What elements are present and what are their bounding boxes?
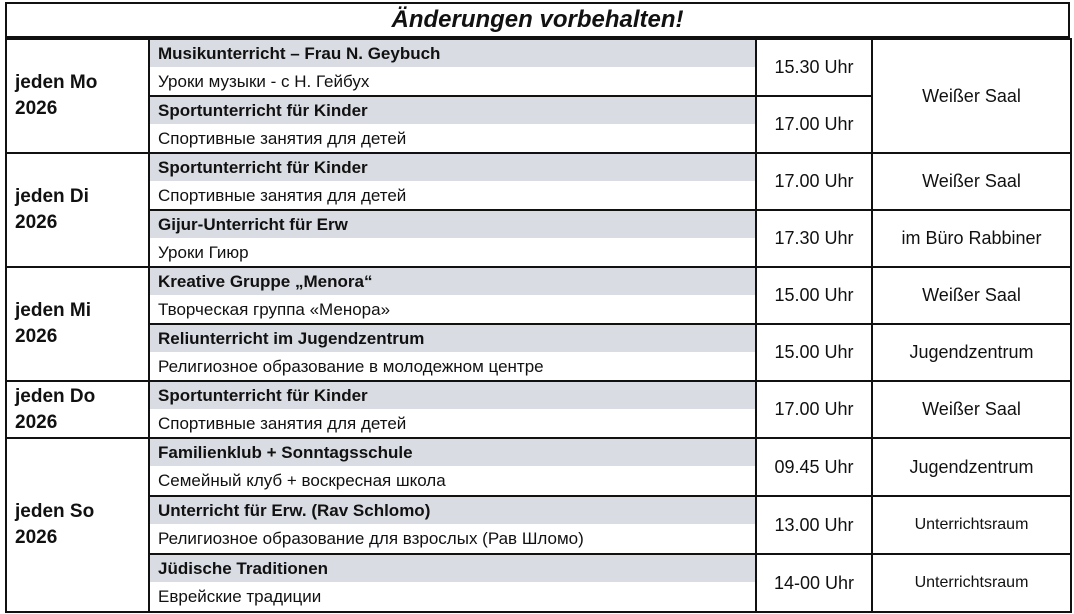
course-cell <box>149 554 756 612</box>
course-title-de: Jüdische Traditionen <box>150 555 755 582</box>
course-title-ru: Уроки Гиюр <box>158 243 249 262</box>
schedule-sheet <box>5 2 1070 609</box>
course-title-ru: Спортивные занятия для детей <box>158 186 407 205</box>
time-cell: 17.00 Uhr <box>756 381 872 438</box>
day-label: jeden So <box>15 501 95 522</box>
day-cell-do <box>6 381 149 438</box>
course-cell <box>149 210 756 267</box>
room-cell: Unterrichtsraum <box>872 496 1071 554</box>
room-cell: Jugendzentrum <box>872 438 1071 496</box>
course-title-ru: Еврейские традиции <box>158 587 322 606</box>
time-cell: 17.30 Uhr <box>756 210 872 267</box>
time-cell: 15.30 Uhr <box>756 39 872 96</box>
course-title-ru: Творческая группа «Менора» <box>158 300 391 319</box>
table-row <box>6 267 1071 324</box>
room-cell: Weißer Saal <box>872 381 1071 438</box>
time-cell: 09.45 Uhr <box>756 438 872 496</box>
course-cell <box>149 267 756 324</box>
table-row <box>6 496 1071 554</box>
day-year: 2026 <box>15 527 58 548</box>
day-cell-so <box>6 438 149 612</box>
day-label: jeden Mi <box>15 300 92 321</box>
time-cell: 13.00 Uhr <box>756 496 872 554</box>
schedule-title: Änderungen vorbehalten! <box>5 2 1070 38</box>
course-cell <box>149 381 756 438</box>
room-cell: Jugendzentrum <box>872 324 1071 381</box>
course-title-de: Sportunterricht für Kinder <box>150 97 755 124</box>
table-row <box>6 153 1071 210</box>
day-cell-mi <box>6 267 149 381</box>
table-row <box>6 39 1071 96</box>
course-title-ru: Спортивные занятия для детей <box>158 129 407 148</box>
course-title-de: Unterricht für Erw. (Rav Schlomo) <box>150 497 755 524</box>
course-cell <box>149 324 756 381</box>
room-cell: Weißer Saal <box>872 39 1071 153</box>
room-cell: Weißer Saal <box>872 153 1071 210</box>
course-title-de: Kreative Gruppe „Menora“ <box>150 268 755 295</box>
time-cell: 17.00 Uhr <box>756 153 872 210</box>
day-year: 2026 <box>15 98 58 119</box>
day-year: 2026 <box>15 326 58 347</box>
course-title-ru: Уроки музыки - с Н. Гейбух <box>158 72 370 91</box>
course-title-de: Musikunterricht – Frau N. Geybuch <box>150 40 755 67</box>
time-cell: 15.00 Uhr <box>756 267 872 324</box>
day-cell-mo <box>6 39 149 153</box>
course-title-de: Gijur-Unterricht für Erw <box>150 211 755 238</box>
course-cell <box>149 496 756 554</box>
table-row <box>6 210 1071 267</box>
course-title-ru: Спортивные занятия для детей <box>158 414 407 433</box>
course-cell <box>149 438 756 496</box>
day-year: 2026 <box>15 411 58 433</box>
room-cell: im Büro Rabbiner <box>872 210 1071 267</box>
room-cell: Weißer Saal <box>872 267 1071 324</box>
day-cell-di <box>6 153 149 267</box>
table-row <box>6 438 1071 496</box>
schedule-table <box>5 38 1072 613</box>
course-title-de: Reliunterricht im Jugendzentrum <box>150 325 755 352</box>
time-cell: 17.00 Uhr <box>756 96 872 153</box>
table-row <box>6 381 1071 438</box>
day-label: jeden Di <box>15 186 89 207</box>
time-cell: 14-00 Uhr <box>756 554 872 612</box>
table-row <box>6 324 1071 381</box>
course-title-ru: Религиозное образование для взрослых (Рав Шломо) <box>158 529 584 548</box>
course-title-de: Familienklub + Sonntagsschule <box>150 439 755 466</box>
day-label: jeden Mo <box>15 72 98 93</box>
day-year: 2026 <box>15 212 58 233</box>
course-title-ru: Религиозное образование в молодежном центре <box>158 357 544 376</box>
course-cell <box>149 39 756 96</box>
course-cell <box>149 96 756 153</box>
course-title-de: Sportunterricht für Kinder <box>150 382 755 409</box>
course-cell <box>149 153 756 210</box>
time-cell: 15.00 Uhr <box>756 324 872 381</box>
course-title-ru: Семейный клуб + воскресная школа <box>158 471 446 490</box>
day-label: jeden Do <box>15 385 96 407</box>
course-title-de: Sportunterricht für Kinder <box>150 154 755 181</box>
table-row <box>6 554 1071 612</box>
room-cell: Unterrichtsraum <box>872 554 1071 612</box>
